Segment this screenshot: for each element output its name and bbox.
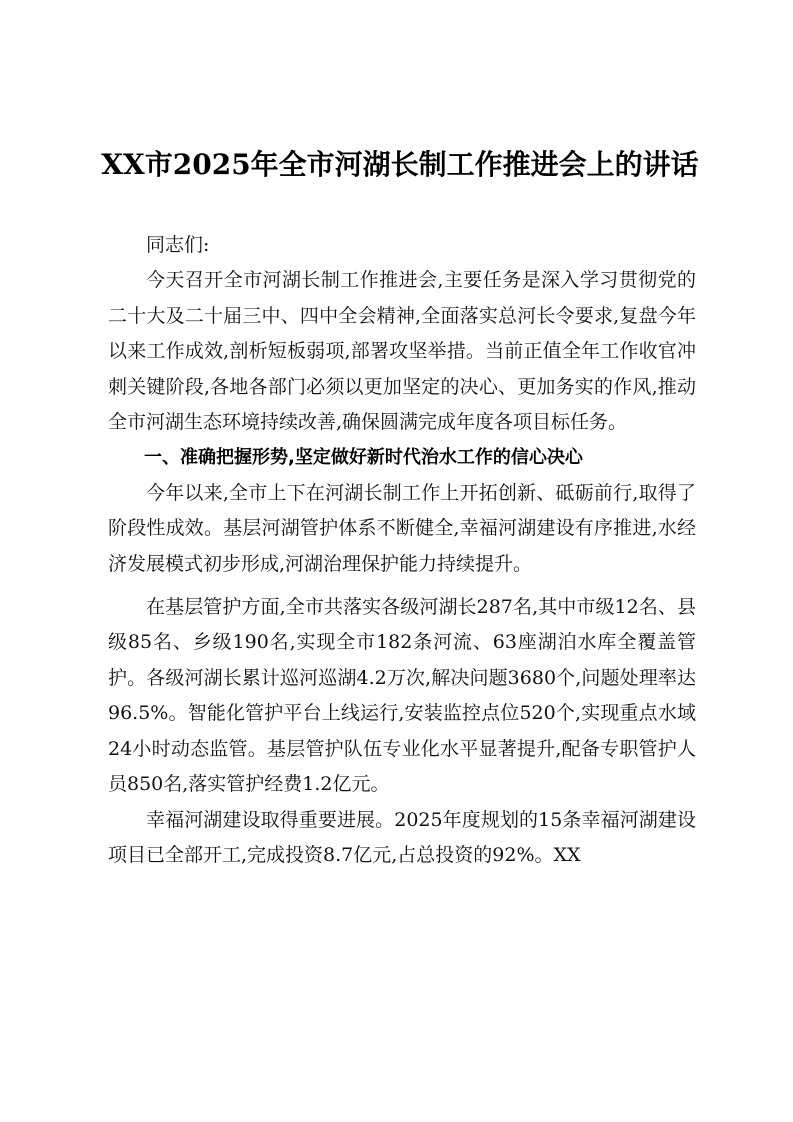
intro-paragraph: 今天召开全市河湖长制工作推进会,主要任务是深入学习贯彻党的二十大及二十届三中、四中全会精神,全面落实总河长令要求,复盘今年以来工作成效,剖析短板弱项,部署攻坚举措。当前正值全年工作收官冲刺关键阶段,各地各部门必须以更加坚定的决心、更加务实的作风,推动全市河湖生态环境持续改善,确保圆满完成年度各项目标任务。	[108, 269, 696, 434]
section-heading: 一、准确把握形势,坚定做好新时代治水工作的信心决心	[144, 447, 583, 469]
body-paragraph: 幸福河湖建设取得重要进展。2025年度规划的15条幸福河湖建设项目已全部开工,完成投资8.7亿元,占总投资的92%。XX	[108, 808, 696, 866]
body-paragraph: 今年以来,全市上下在河湖长制工作上开拓创新、砥砺前行,取得了阶段性成效。基层河湖管护体系不断健全,幸福河湖建设有序推进,水经济发展模式初步形成,河湖治理保护能力持续提升。	[108, 481, 696, 575]
document-title: XX市2025年全市河湖长制工作推进会上的讲话	[101, 148, 699, 181]
document-body	[108, 228, 696, 873]
salutation: 同志们:	[146, 234, 210, 256]
body-paragraph: 在基层管护方面,全市共落实各级河湖长287名,其中市级12名、县级85名、乡级190名,实现全市182条河流、63座湖泊水库全覆盖管护。各级河湖长累计巡河巡湖4.2万次,解决问题3680个,问题处理率达96.5%。智能化管护平台上线运行,安装监控点位520个,实现重点水域24小时动态监管。基层管护队伍专业化水平显著提升,配备专职管护人员850名,落实管护经费1.2亿元。	[108, 596, 696, 796]
